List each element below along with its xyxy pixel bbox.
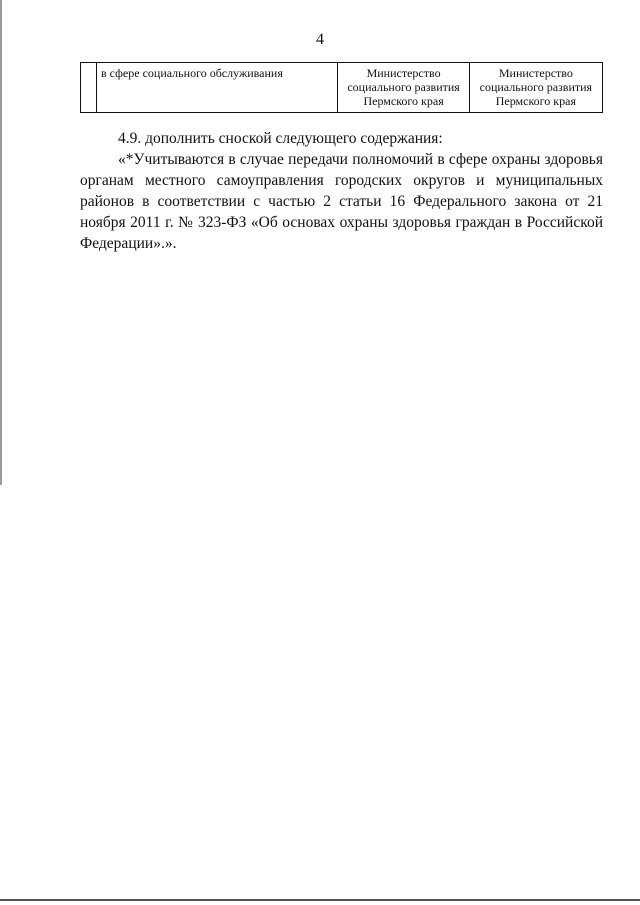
table-row xyxy=(81,63,603,113)
document-body xyxy=(80,128,603,254)
page-number: 4 xyxy=(316,31,324,48)
paragraph-amendment: 4.9. дополнить сноской следующего содержания: xyxy=(118,130,443,147)
table-cell-area: в сфере социального обслуживания xyxy=(97,63,338,113)
table-cell-ministry: Министерство социального развития Пермского края xyxy=(338,63,469,113)
ministry-table xyxy=(80,62,603,113)
table-cell-empty xyxy=(81,63,97,113)
table-cell-ministry: Министерство социального развития Пермского края xyxy=(469,63,602,113)
scan-bottom-edge xyxy=(0,899,640,901)
paragraph-footnote-text: «*Учитываются в случае передачи полномочий в сфере охраны здоровья органам местного самоуправления городских округов и муниципальных районов в соответствии с частью 2 статьи 16 Федерального закона от 21 ноября 2011 г. № 323-ФЗ «Об основах охраны здоровья граждан в Российской Федерации».». xyxy=(80,151,603,252)
scan-left-edge xyxy=(0,0,2,485)
